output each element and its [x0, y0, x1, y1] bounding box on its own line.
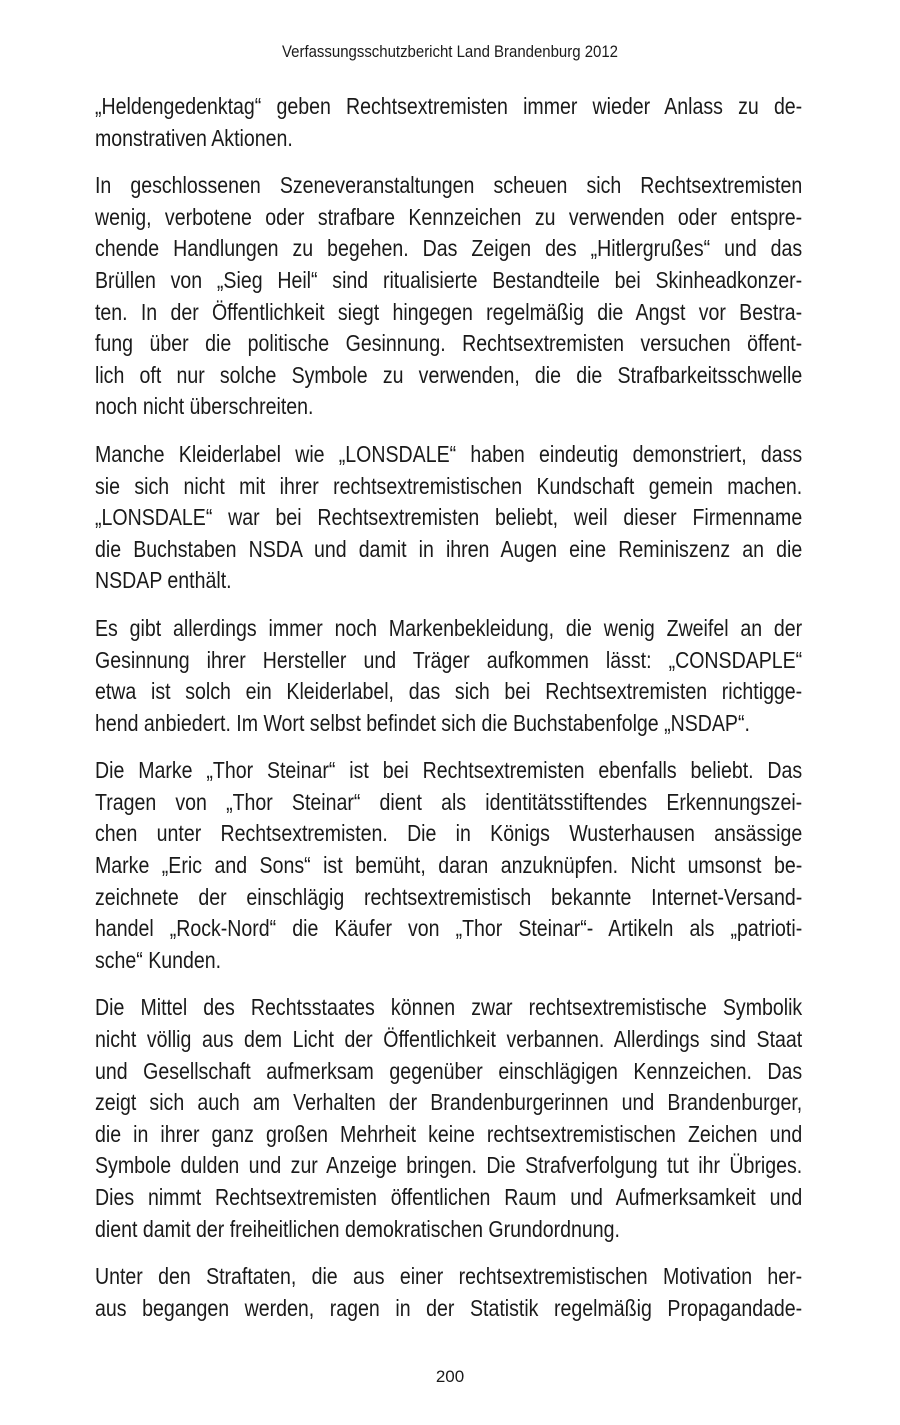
- text-line: aus begangen werden, ragen in der Statistik regelmäßig Propagandade-: [95, 1294, 803, 1321]
- text-line: Brüllen von „Sieg Heil“ sind ritualisierte Bestandteile bei Skinheadkonzer-: [95, 266, 803, 293]
- paragraph: [95, 992, 802, 1245]
- paragraph: [95, 613, 802, 739]
- text-line: etwa ist solch ein Kleiderlabel, das sich bei Rechtsextremisten richtigge-: [95, 678, 803, 705]
- paragraph: [95, 170, 802, 423]
- text-line: zeigt sich auch am Verhalten der Brandenburgerinnen und Brandenburger,: [95, 1089, 803, 1116]
- body-text: [95, 91, 802, 1340]
- text-line: nicht völlig aus dem Licht der Öffentlichkeit verbannen. Allerdings sind Staat: [95, 1026, 803, 1053]
- paragraph: [95, 91, 802, 154]
- paragraph: [95, 755, 802, 976]
- text-line: hend anbiedert. Im Wort selbst befindet sich die Buchstabenfolge „NSDAP“.: [95, 709, 750, 736]
- text-line: die Buchstaben NSDA und damit in ihren Augen eine Reminiszenz an die: [95, 535, 803, 562]
- text-line: zeichnete der einschlägig rechtsextremistisch bekannte Internet-Versand-: [95, 883, 803, 910]
- text-line: sche“ Kunden.: [95, 946, 222, 973]
- text-line: Unter den Straftaten, die aus einer rechtsextremistischen Motivation her-: [95, 1263, 803, 1290]
- text-line: Dies nimmt Rechtsextremisten öffentlichen Raum und Aufmerksamkeit und: [95, 1184, 803, 1210]
- text-line: dient damit der freiheitlichen demokratischen Grundordnung.: [95, 1215, 620, 1242]
- text-line: noch nicht überschreiten.: [95, 393, 314, 420]
- text-line: monstrativen Aktionen.: [95, 124, 293, 151]
- text-line: Marke „Eric and Sons“ ist bemüht, daran anzuknüpfen. Nicht umsonst be-: [95, 852, 803, 879]
- text-line: „Heldengedenktag“ geben Rechtsextremisten immer wieder Anlass zu de-: [95, 93, 803, 119]
- text-line: Symbole dulden und zur Anzeige bringen. Die Strafverfolgung tut ihr Übriges.: [95, 1152, 803, 1179]
- text-line: Manche Kleiderlabel wie „LONSDALE“ haben eindeutig demonstriert, dass: [95, 440, 803, 467]
- paragraph: [95, 1261, 802, 1324]
- text-line: NSDAP enthält.: [95, 567, 232, 594]
- text-line: Gesinnung ihrer Hersteller und Träger aufkommen lässt: „CONSDAPLE“: [95, 646, 803, 673]
- paragraph: [95, 439, 802, 597]
- text-line: lich oft nur solche Symbole zu verwenden, die die Strafbarkeitsschwelle: [95, 361, 803, 388]
- running-header: Verfassungsschutzbericht Land Brandenburg 2012: [281, 42, 618, 61]
- text-line: Die Marke „Thor Steinar“ ist bei Rechtsextremisten ebenfalls beliebt. Das: [95, 757, 803, 784]
- text-line: die in ihrer ganz großen Mehrheit keine rechtsextremistischen Zeichen und: [95, 1120, 803, 1147]
- text-line: fung über die politische Gesinnung. Rechtsextremisten versuchen öffent-: [95, 330, 803, 357]
- text-line: In geschlossenen Szeneveranstaltungen scheuen sich Rechtsextremisten: [95, 172, 803, 199]
- text-line: Die Mittel des Rechtsstaates können zwar rechtsextremistische Symbolik: [95, 994, 803, 1021]
- text-line: „LONSDALE“ war bei Rechtsextremisten beliebt, weil dieser Firmenname: [95, 504, 803, 531]
- text-line: chen unter Rechtsextremisten. Die in Königs Wusterhausen ansässige: [95, 820, 803, 847]
- text-line: ten. In der Öffentlichkeit siegt hingegen regelmäßig die Angst vor Bestra-: [95, 298, 803, 325]
- text-line: Tragen von „Thor Steinar“ dient als identitätsstiftendes Erkennungszei-: [95, 788, 803, 815]
- page-number: 200: [435, 1367, 465, 1386]
- text-line: Es gibt allerdings immer noch Markenbekleidung, die wenig Zweifel an der: [95, 614, 803, 641]
- text-line: sie sich nicht mit ihrer rechtsextremistischen Kundschaft gemein machen.: [95, 472, 803, 499]
- text-line: wenig, verbotene oder strafbare Kennzeichen zu verwenden oder entspre-: [95, 203, 803, 230]
- text-line: und Gesellschaft aufmerksam gegenüber einschlägigen Kennzeichen. Das: [95, 1057, 803, 1084]
- text-line: chende Handlungen zu begehen. Das Zeigen des „Hitlergrußes“ und das: [95, 235, 803, 262]
- text-line: handel „Rock-Nord“ die Käufer von „Thor Steinar“- Artikeln als „patrioti-: [95, 915, 803, 942]
